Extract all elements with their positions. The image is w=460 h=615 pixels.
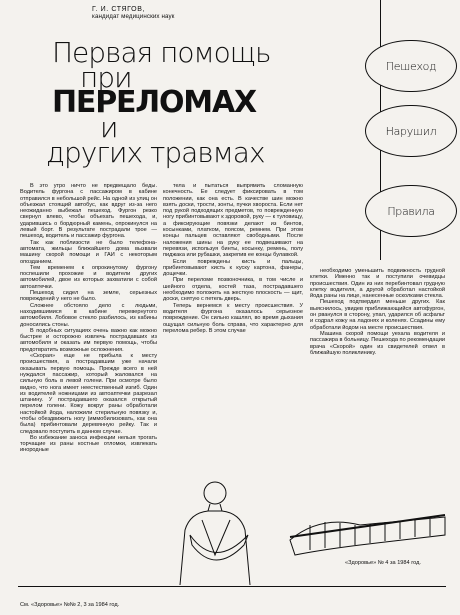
headline-line-3: ПЕРЕЛОМАХ: [52, 85, 256, 120]
sign-label-3: Правила: [387, 204, 435, 218]
paragraph: В это утро ничто не предвещало беды. Водитель фургона с пассажиром в кабине отправился в небольшой рейс. На одной из улиц он объезжал стоящий автобус, как вдруг из-за него неожиданно выбежал пешеход. Фургон резко свернул влево, чтобы объехать пешехода, и, ударившись о бордюрный камень, опрокинулся на левый борт. В результате пострадали трое — пешеход, водитель и пассажир фургона.: [20, 183, 157, 240]
article-column-2: [163, 183, 303, 334]
sign-oval-2: [365, 105, 457, 157]
headline-line-5: других травмах: [46, 136, 265, 169]
paragraph: Во избежание заноса инфекции нельзя трогать торчащие из раны костные отломки, извлекать инородные: [20, 434, 157, 454]
author-title: кандидат медицинских наук: [92, 13, 175, 21]
paragraph: Если повреждены кисть и пальцы, прибинтовывают кисть к куску картона, фанеры, дощечки.: [163, 258, 303, 278]
paragraph: При переломе позвоночника, в том числе и шейного отдела, костей таза, пострадавшего необходимо положить на жесткую плоскость — щит, доски, снятую с петель дверь.: [163, 277, 303, 303]
paragraph: Теперь вернемся к месту происшествия. У водителя фургона оказалось серьезное повреждение. Он сильно кашлял, во время дыхания ощущал сильную боль справа, что характерно для перелома ребер. В этом случае: [163, 302, 303, 334]
article-column-3: [310, 268, 445, 356]
author-block: [92, 6, 174, 20]
splinted-leg-drawing: [290, 515, 445, 555]
paragraph: тела и пытаться выпрямить сломанную конечность. Ее следует фиксировать в том положении, как она есть. В качестве шин можно взять доски, трости, зонты, пучки хвороста. Если нет под рукой подходящих предметов, то поврежденную ногу прибинтовывают к здоровой, руку — к туловищу, а фиксирующие повязки делают из бинтов, косынками, платком, поясом, ремнем. При этом концы пальцев оставляют свободными. После наложения шины на руку ее подвешивают на перевязи, используя бинты, косынку, ремень, полу пиджака или рубашки, закрепив ее концы булавкой.: [163, 183, 303, 259]
paragraph: Сложнее обстояло дело с людьми, находившимися в кабине перевернутого автомобиля. Лобовое стекло разбилось, из кабины доносились стоны.: [20, 302, 157, 328]
first-aid-illustration: [160, 475, 450, 590]
headline-line-1: Первая помощь: [52, 36, 271, 69]
author-name: Г. И. СТЯГОВ,: [92, 6, 146, 13]
paragraph: необходимо уменьшить подвижность грудной клетки. Именно так и поступили очевидцы происшествия. Один из них перебинтовал грудную клетку водителя, а другой обработал настойкой йода раны на лице, нанесенные осколками стекла.: [310, 268, 445, 300]
footer-note: См. «Здоровье» №№ 2, 3 за 1984 год.: [20, 602, 120, 608]
illustration-caption: «Здоровье» № 4 за 1984 год.: [345, 560, 421, 566]
sign-label-1: Пешеход: [385, 59, 437, 73]
article-column-1: [20, 183, 157, 454]
sign-label-2: Нарушил: [385, 124, 437, 138]
sign-oval-3: [365, 185, 457, 237]
person-with-sling-drawing: [180, 482, 250, 585]
headline: [22, 36, 322, 169]
divider: [18, 586, 446, 587]
sign-oval-1: [365, 40, 457, 92]
paragraph: «Скорая» еще не прибыла к месту происшествия, а пострадавшим уже начали оказывать первую помощь. Прежде всего в ней нуждался пассажир, который жаловался на сильную боль в левой голени. При осмотре было видно, что нога имеет неестественный изгиб. Один из водителей ножницами из автоаптечки разрезал штанину. У пострадавшего оказался открытый перелом голени. Кожу вокруг раны обработали настойкой йода, наложили стерильную повязку и, чтобы обездвижить ногу (иммобилизовать, как она была) прибинтовали деревянную рейку. Так и следовало поступить в данном случае.: [20, 353, 157, 435]
headline-line-4: и: [100, 111, 118, 144]
paragraph: Так как поблизости не было телефона-автомата, жильцы ближайшего дома вызвали машину скорой помощи и ГАИ с некоторым опозданием.: [20, 239, 157, 265]
paragraph: Пешеход сидел на земле, серьезных повреждений у него не было.: [20, 290, 157, 303]
paragraph: Пешеход подтвердил меньше других. Как выяснилось, увидев приближающийся автофургон, он рванулся в сторону, упал, ударился об асфальт и содрал кожу на ладонях и коленях. Ссадины ему обработали йодом на месте происшествия.: [310, 299, 445, 331]
headline-line-2: при: [80, 61, 132, 94]
paragraph: В подобных ситуациях очень важно как можно быстрее и осторожно извлечь пострадавших из автомобиля и оказать им первую помощь, чтобы предотвратить возможные осложнения.: [20, 327, 157, 353]
paragraph: Машина скорой помощи уехала водителя и пассажира в больницу. Пешехода по рекомендации врача «Скорой» один из свидетелей отвел в ближайшую поликлинику.: [310, 330, 445, 356]
paragraph: Тем временем к опрокинутому фургону поспешили прохожие и водители других автомобилей, двое из которых захватили с собой автоаптечки.: [20, 264, 157, 290]
